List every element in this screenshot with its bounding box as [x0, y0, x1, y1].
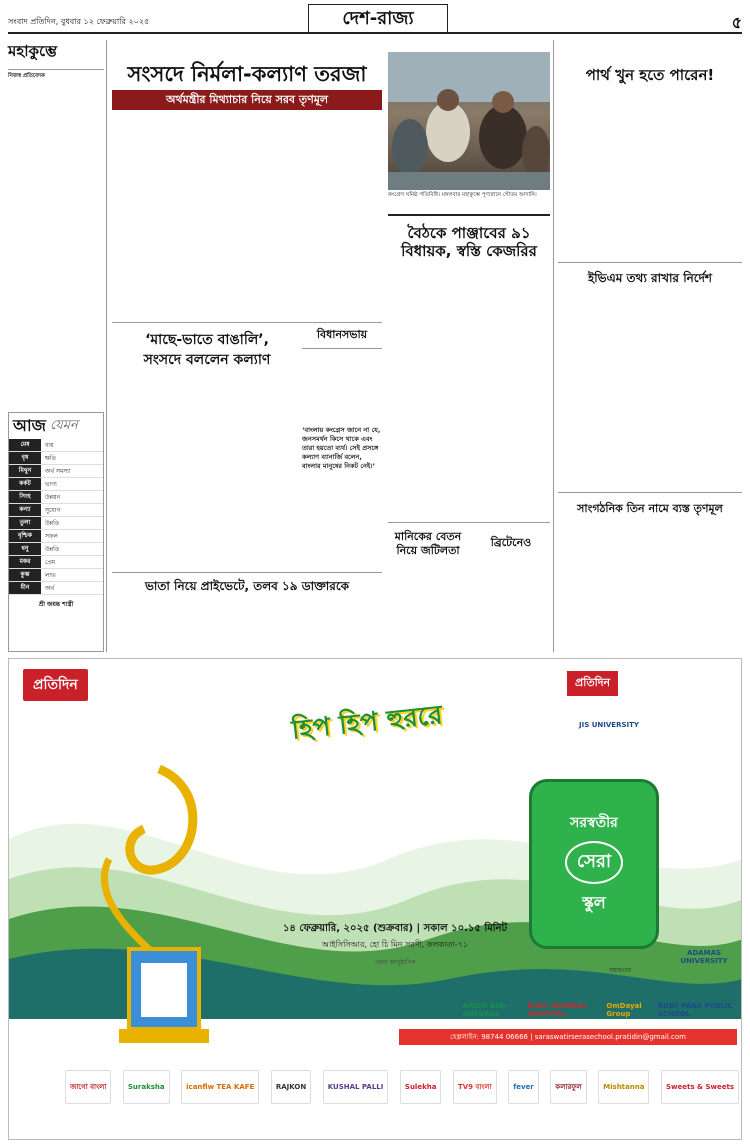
sponsor-logo: Sweets & Sweets — [661, 1070, 739, 1104]
punjab-headline-l1: বৈঠকে পাঞ্জাবের ৯১ — [388, 214, 550, 247]
evm-body-col-1 — [558, 288, 646, 488]
evm-headline: ইভিএম তথ্য রাখার নির্দেশ — [587, 271, 713, 285]
fish-body-col-1 — [112, 372, 202, 568]
rashi-sign-desc: সফল — [45, 532, 58, 540]
rashi-row — [9, 530, 103, 543]
rashifal-list — [9, 439, 103, 595]
lead-body-col-1 — [112, 116, 198, 320]
rashi-sign-name: কর্কট — [9, 478, 41, 490]
rashi-sign-name: সিংহ — [9, 491, 41, 503]
britain-headline: ব্রিটেনেও — [490, 536, 532, 549]
sponsor-logo: কলারফুল — [550, 1070, 586, 1104]
ad-support-label: সহায়তায় — [609, 967, 632, 974]
rashi-sign-desc: প্রেম — [45, 558, 56, 566]
rashi-row — [9, 517, 103, 530]
rashi-row — [9, 465, 103, 478]
manik-headline-l1: মানিকের বেতন — [394, 530, 462, 543]
event-advertisement — [8, 658, 742, 1140]
punjab-body-col-1 — [388, 264, 466, 520]
fish-headline-l2: সংসদে বললেন কল্যাণ — [143, 352, 271, 368]
rashi-row — [9, 569, 103, 582]
rashi-sign-name: মেষ — [9, 439, 41, 451]
murder-headline: পার্থ খুন হতে পারেন! — [585, 66, 715, 84]
sponsor-logo: KUSHAL PALLI — [323, 1070, 389, 1104]
award-badge — [529, 779, 659, 949]
rashi-sign-name: কুম্ভ — [9, 569, 41, 581]
ad-brand-badge: প্রতিদিন — [23, 669, 88, 701]
lead-subhead: অর্থমন্ত্রীর মিথ্যাচার নিয়ে সরব তৃণমূল — [112, 90, 382, 110]
partner-logo: OmDayal Group — [606, 1002, 642, 1018]
sponsor-logo: Suraksha — [123, 1070, 170, 1104]
manik-headline-l2: নিয়ে জটিলতা — [396, 544, 460, 557]
sponsor-logos — [65, 1057, 739, 1117]
rashi-row — [9, 478, 103, 491]
murder-body-col-1 — [558, 86, 646, 258]
sponsor-logo: Sulekha — [400, 1070, 442, 1104]
left-story — [8, 40, 104, 412]
event-line: ১৪ ফেব্রুয়ারি, ২০২৫ (শুক্রবার) | সকাল ১০.১৫ মিনিট — [282, 923, 508, 934]
adani-photo — [388, 52, 550, 190]
partner-logo: RUBY PARK PUBLIC SCHOOL — [657, 1002, 733, 1018]
rashi-sign-desc: উন্নতি — [45, 545, 60, 553]
event-presents: প্রধান আনুষ্ঠানিক — [374, 959, 416, 966]
rashifal-title-a: আজ — [13, 415, 46, 435]
rashi-row — [9, 543, 103, 556]
punjab-headline-l2: বিধায়ক, স্বস্তি কেজরির — [401, 242, 537, 260]
rashi-sign-desc: ভাগ্য — [45, 480, 57, 488]
rashi-row — [9, 556, 103, 569]
partner-logo: ARISH BIO-NATURAL — [463, 1002, 507, 1018]
manik-body — [388, 560, 468, 650]
date-line: সংবাদ প্রতিদিন, বুধবার ১২ ফেব্রুয়ারি ২০২৫ — [8, 17, 150, 26]
rashifal-title-b: যেমন — [49, 417, 78, 433]
sponsor-logo: জাগো বাংলা — [65, 1070, 111, 1104]
assembly-box — [302, 326, 382, 570]
section-title: দেশ-রাজ্য — [308, 4, 448, 32]
left-story-byline: নিজস্ব প্রতিবেদক — [8, 73, 45, 79]
rashi-sign-desc: ক্ষতি — [45, 454, 57, 462]
page-number: ৫ — [731, 13, 742, 32]
ad-slogan: হিপ হিপ হুররে — [290, 700, 444, 746]
org-adamas: ADAMAS UNIVERSITY — [680, 949, 728, 965]
rashi-sign-name: বৃষ — [9, 452, 41, 464]
rashi-sign-name: তুলা — [9, 517, 41, 529]
partner-logos — [459, 997, 739, 1023]
rashi-sign-name: মীন — [9, 582, 41, 594]
trophy-illustration — [49, 749, 249, 1049]
left-story-title: মহাকুম্ভে — [8, 40, 104, 70]
rashi-sign-name: বৃশ্চিক — [9, 530, 41, 542]
assembly-quote: ‘বাংলায় কংগ্রেস জানে না যে, জনসমর্থন কিসে থাকে এবং তারা হয়তো ব্যর্থ। সেই প্রসঙ্গে কল্যাণ ব্যানার্জি বলেন, বাংলার মানুষের নিকট নেই।’ — [302, 426, 381, 470]
assembly-body — [302, 352, 382, 422]
tmc-body-col-2 — [652, 518, 742, 650]
rashi-row — [9, 452, 103, 465]
assembly-title: বিধানসভায় — [302, 326, 382, 349]
rashi-sign-name: মিথুন — [9, 465, 41, 477]
tmc-body-col-1 — [558, 518, 646, 650]
masthead — [8, 4, 742, 34]
rashi-sign-desc: অর্থ — [45, 584, 55, 592]
rashifal-box — [8, 412, 104, 652]
murder-body-col-2 — [652, 86, 742, 258]
rashi-sign-desc: ব্যয় — [45, 441, 54, 449]
rashi-sign-desc: উন্নতি — [45, 519, 60, 527]
rashi-row — [9, 491, 103, 504]
sponsor-logo: RAJKON — [271, 1070, 311, 1104]
ad-brand-badge-right: প্রতিদিন — [567, 671, 618, 696]
sponsor-logo: fever — [508, 1070, 539, 1104]
lead-headline: সংসদে নির্মলা-কল্যাণ তরজা — [127, 62, 367, 86]
rashi-sign-desc: সুযোগ — [45, 506, 61, 514]
britain-body — [472, 552, 550, 650]
left-story-body — [8, 82, 104, 422]
evm-body-col-2 — [652, 288, 742, 488]
sponsor-logo: Mishtanna — [598, 1070, 649, 1104]
punjab-body-col-2 — [472, 264, 550, 520]
rashi-sign-desc: অর্থ সমস্যা — [45, 467, 71, 475]
lead-body-col-3 — [296, 116, 382, 320]
sponsor-logo: TV9 বাংলা — [453, 1070, 497, 1104]
photo-illustration — [388, 52, 550, 190]
doctor-headline: ভাতা নিয়ে প্রাইভেটে, তলব ১৯ ডাক্তারকে — [144, 579, 350, 593]
award-line-2: সেরা — [565, 841, 623, 884]
partner-logo: RUBY GENERAL HOSPITAL — [527, 1002, 588, 1018]
fish-headline-l1: ‘মাছে-ভাতে বাঙালি’, — [145, 332, 269, 348]
sponsor-logo: icanflw TEA KAFE — [181, 1070, 259, 1104]
rashi-sign-desc: উন্নয়ন — [45, 493, 61, 501]
rashi-row — [9, 504, 103, 517]
award-line-1: সরস্বতীর — [570, 815, 618, 831]
rashi-row — [9, 582, 103, 595]
org-jis: JIS UNIVERSITY — [579, 721, 639, 729]
fish-body-col-2 — [206, 372, 296, 568]
tmc-headline: সাংগঠনিক তিন নামে ব্যস্ত তৃণমূল — [577, 502, 723, 515]
doctor-body — [112, 596, 382, 650]
helpline-bar: হেল্পলাইন: 98744 06666 | saraswatirserasechool.pratidin@gmail.com — [399, 1029, 737, 1045]
rashi-sign-name: কন্যা — [9, 504, 41, 516]
rashi-sign-name: ধনু — [9, 543, 41, 555]
rashi-sign-desc: লাভ — [45, 571, 56, 579]
astrologer: শ্রী জয়ন্ত শাস্ত্রী — [38, 601, 74, 608]
photo-caption: কংগ্রেস ঘনিষ্ঠ গতিবিধি। মঙ্গলবার মহাকুম্ভে পুণ্যস্নানে গৌতম আদানি। — [388, 192, 537, 198]
rashi-sign-name: মকর — [9, 556, 41, 568]
rashi-row — [9, 439, 103, 452]
event-venue: আইসিসিআর, হো চি মিন সরণী, কলকাতা-৭১ — [322, 940, 468, 949]
award-line-3: স্কুল — [582, 893, 606, 912]
rashifal-header — [9, 413, 103, 439]
lead-body-col-2 — [204, 116, 290, 320]
